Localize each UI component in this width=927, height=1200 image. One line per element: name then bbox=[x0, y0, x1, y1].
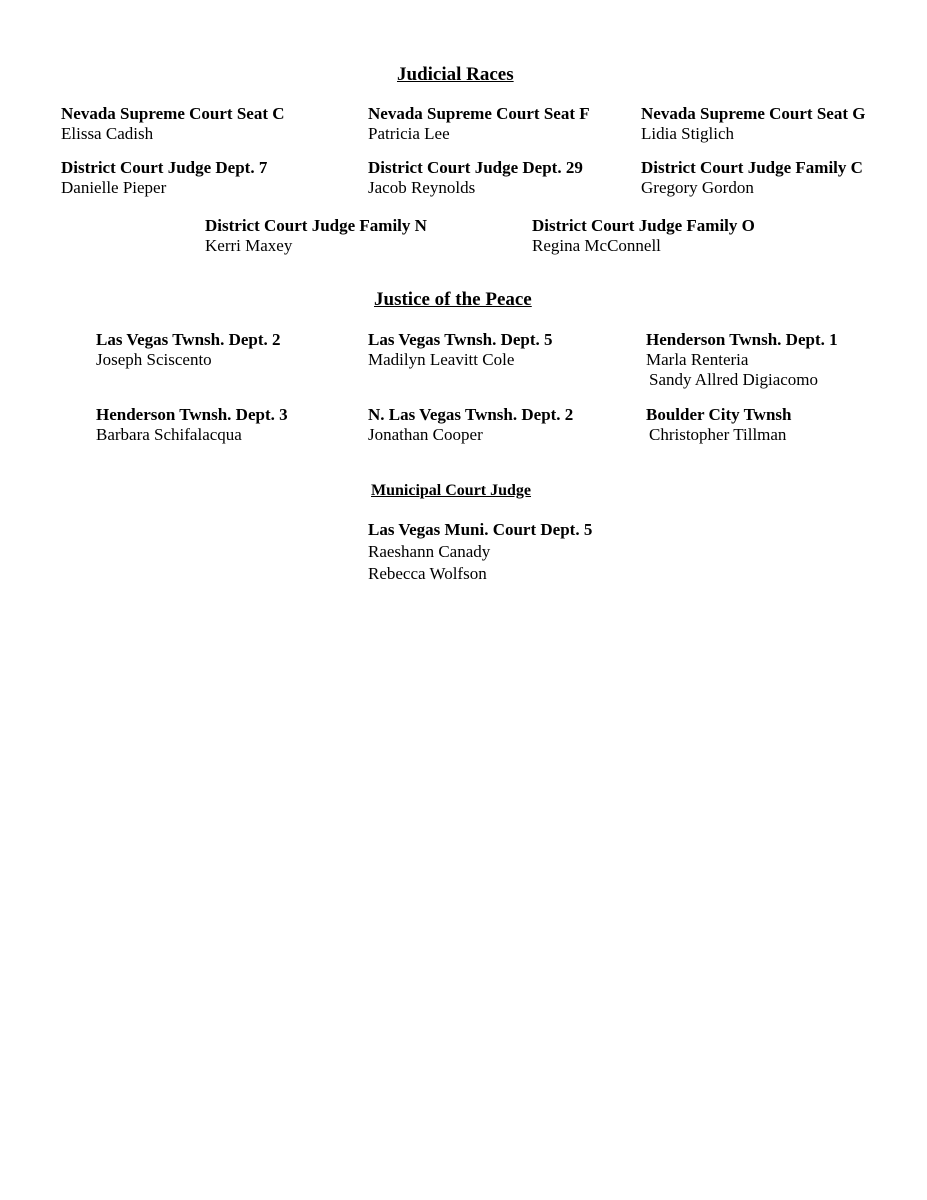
race-title: District Court Judge Family O bbox=[532, 216, 755, 235]
race-title: Henderson Twnsh. Dept. 1 bbox=[646, 330, 838, 349]
race-nlv-twnsh-dept-2 bbox=[368, 405, 573, 445]
race-title: District Court Judge Dept. 7 bbox=[61, 158, 268, 177]
candidate-name: Danielle Pieper bbox=[61, 178, 167, 197]
race-lv-muni-court-dept-5 bbox=[368, 520, 592, 585]
race-title: N. Las Vegas Twnsh. Dept. 2 bbox=[368, 405, 574, 424]
candidate-name: Raeshann Canady bbox=[368, 542, 491, 561]
race-title: Nevada Supreme Court Seat C bbox=[61, 104, 285, 123]
candidate-name: Regina McConnell bbox=[532, 236, 661, 255]
race-nv-supreme-seat-g bbox=[641, 104, 865, 144]
race-title: Nevada Supreme Court Seat G bbox=[641, 104, 866, 123]
race-district-dept-7 bbox=[61, 158, 267, 198]
candidate-name: Kerri Maxey bbox=[205, 236, 293, 255]
race-title: Las Vegas Twnsh. Dept. 2 bbox=[96, 330, 281, 349]
candidate-name: Marla Renteria bbox=[646, 350, 749, 369]
justice-of-peace-heading: Justice of the Peace bbox=[374, 289, 532, 310]
race-henderson-twnsh-dept-3 bbox=[96, 405, 288, 445]
race-district-family-o bbox=[532, 216, 755, 256]
candidate-name: Rebecca Wolfson bbox=[368, 564, 487, 583]
race-lv-twnsh-dept-5 bbox=[368, 330, 553, 370]
candidate-name: Jonathan Cooper bbox=[368, 425, 483, 444]
candidate-name: Barbara Schifalacqua bbox=[96, 425, 242, 444]
candidate-name: Sandy Allred Digiacomo bbox=[649, 370, 819, 389]
race-lv-twnsh-dept-2 bbox=[96, 330, 281, 370]
race-henderson-twnsh-dept-1 bbox=[646, 330, 838, 390]
race-title: Nevada Supreme Court Seat F bbox=[368, 104, 590, 123]
candidate-name: Elissa Cadish bbox=[61, 124, 154, 143]
judicial-races-heading: Judicial Races bbox=[397, 64, 514, 85]
race-title: Las Vegas Twnsh. Dept. 5 bbox=[368, 330, 553, 349]
race-boulder-city-twnsh bbox=[646, 405, 792, 445]
race-district-dept-29 bbox=[368, 158, 583, 198]
race-district-family-c bbox=[641, 158, 863, 198]
candidate-name: Gregory Gordon bbox=[641, 178, 754, 197]
race-title: Boulder City Twnsh bbox=[646, 405, 792, 424]
candidate-name: Jacob Reynolds bbox=[368, 178, 476, 197]
municipal-court-heading: Municipal Court Judge bbox=[371, 482, 532, 499]
race-title: Las Vegas Muni. Court Dept. 5 bbox=[368, 520, 593, 539]
candidate-name: Patricia Lee bbox=[368, 124, 450, 143]
candidate-name: Madilyn Leavitt Cole bbox=[368, 350, 515, 369]
race-title: District Court Judge Family N bbox=[205, 216, 427, 235]
candidate-name: Joseph Sciscento bbox=[96, 350, 212, 369]
race-title: District Court Judge Dept. 29 bbox=[368, 158, 583, 177]
race-nv-supreme-seat-f bbox=[368, 104, 590, 144]
race-nv-supreme-seat-c bbox=[61, 104, 285, 144]
race-district-family-n bbox=[205, 216, 427, 256]
candidate-name: Lidia Stiglich bbox=[641, 124, 735, 143]
race-title: Henderson Twnsh. Dept. 3 bbox=[96, 405, 288, 424]
candidate-name: Christopher Tillman bbox=[649, 425, 787, 444]
race-title: District Court Judge Family C bbox=[641, 158, 863, 177]
